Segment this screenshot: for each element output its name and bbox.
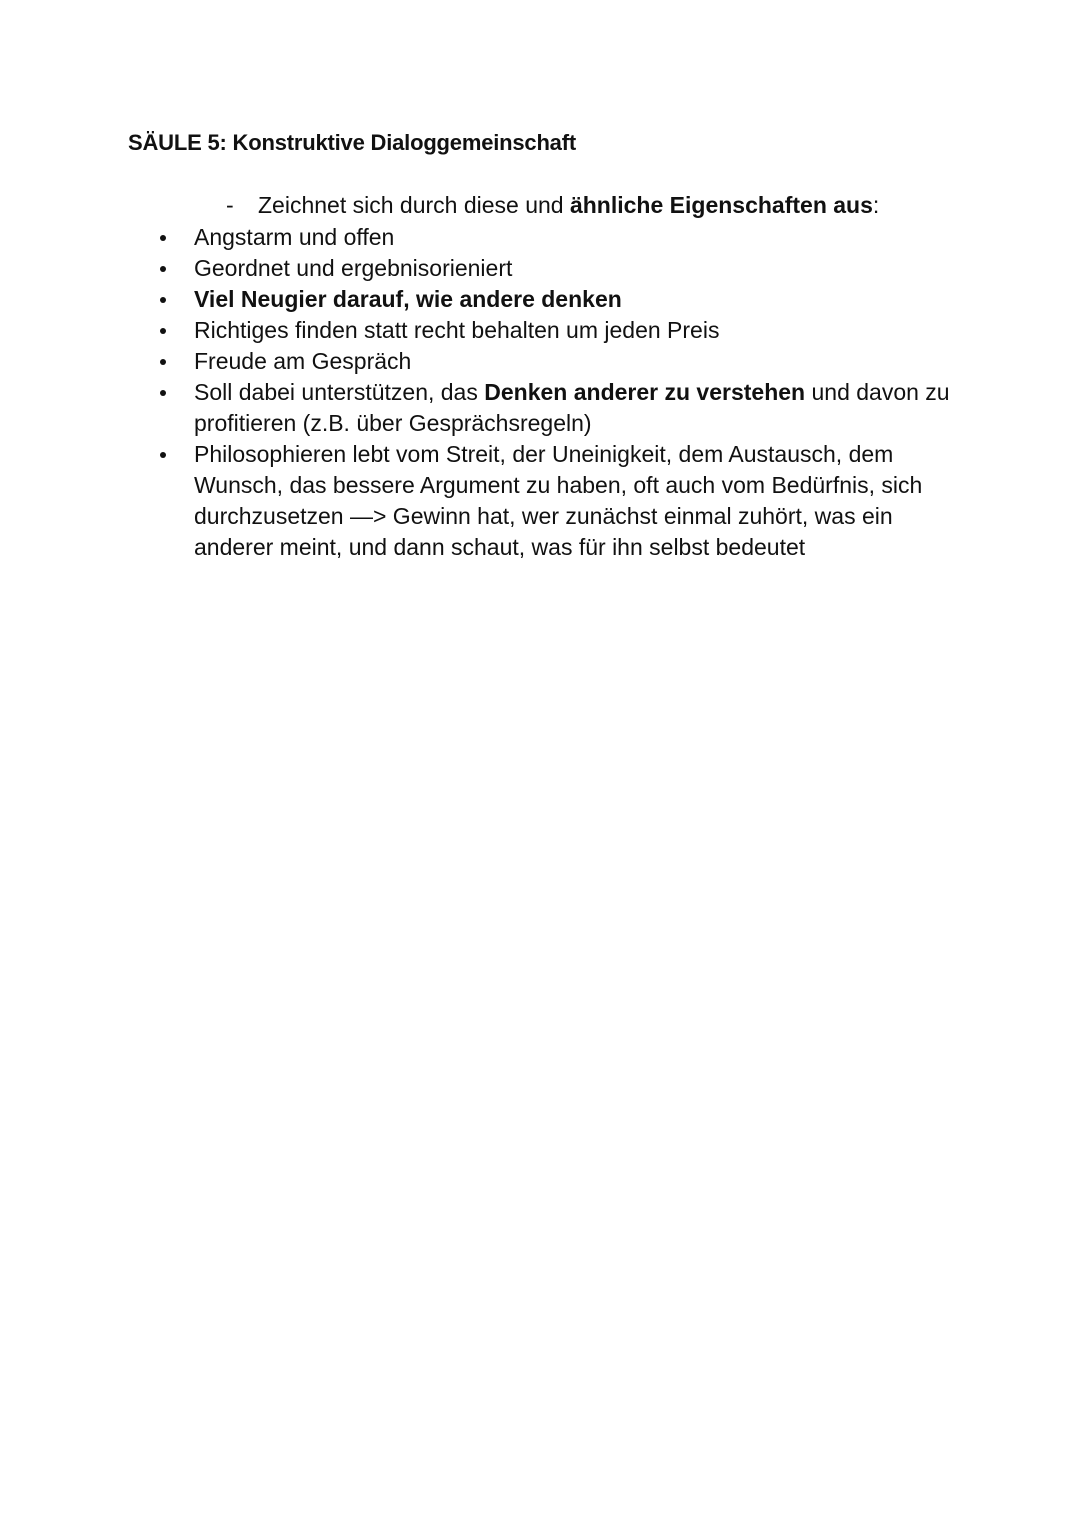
intro-text-bold: ähnliche Eigenschaften aus	[569, 192, 873, 218]
list-item-text: Richtiges finden statt recht behalten um jeden Preis	[194, 317, 720, 343]
list-item	[160, 253, 960, 284]
intro-line	[226, 192, 879, 219]
bullet-icon	[160, 266, 166, 272]
intro-text-colon: :	[872, 192, 880, 218]
list-item	[160, 346, 960, 377]
dash-marker: -	[226, 192, 234, 218]
list-item-text: Philosophieren lebt vom Streit, der Uneinigkeit, dem Austausch, dem Wunsch, das bessere Argument zu haben, oft auch vom Bedürfnis, sich durchzusetzen —> Gewinn hat, wer zunächst einmal zuhört, was ein anderer meint, und dann schaut, was für ihn selbst bedeutet	[194, 441, 923, 560]
list-item-text: Freude am Gespräch	[194, 348, 412, 374]
list-item-text-bold: Viel Neugier darauf, wie andere denken	[194, 286, 622, 312]
list-item	[160, 315, 960, 346]
list-item	[160, 377, 960, 439]
page-title: SÄULE 5: Konstruktive Dialoggemeinschaft	[128, 130, 576, 155]
list-item-text-bold: Denken anderer zu verstehen	[484, 379, 806, 405]
intro-text: Zeichnet sich durch diese und	[258, 192, 570, 218]
list-item-text: Soll dabei unterstützen, das	[194, 379, 485, 405]
bullet-icon	[160, 235, 166, 241]
bullet-list	[160, 222, 960, 563]
bullet-icon	[160, 328, 166, 334]
list-item	[160, 439, 960, 563]
bullet-icon	[160, 297, 166, 303]
bullet-icon	[160, 390, 166, 396]
bullet-icon	[160, 359, 166, 365]
list-item-text: Angstarm und offen	[194, 224, 395, 250]
list-item-text: Geordnet und ergebnisorieniert	[194, 255, 513, 281]
bullet-icon	[160, 452, 166, 458]
list-item	[160, 284, 960, 315]
list-item-text-after: und davon zu profitieren (z.B. über Gesprächsregeln)	[194, 379, 950, 436]
list-item	[160, 222, 960, 253]
